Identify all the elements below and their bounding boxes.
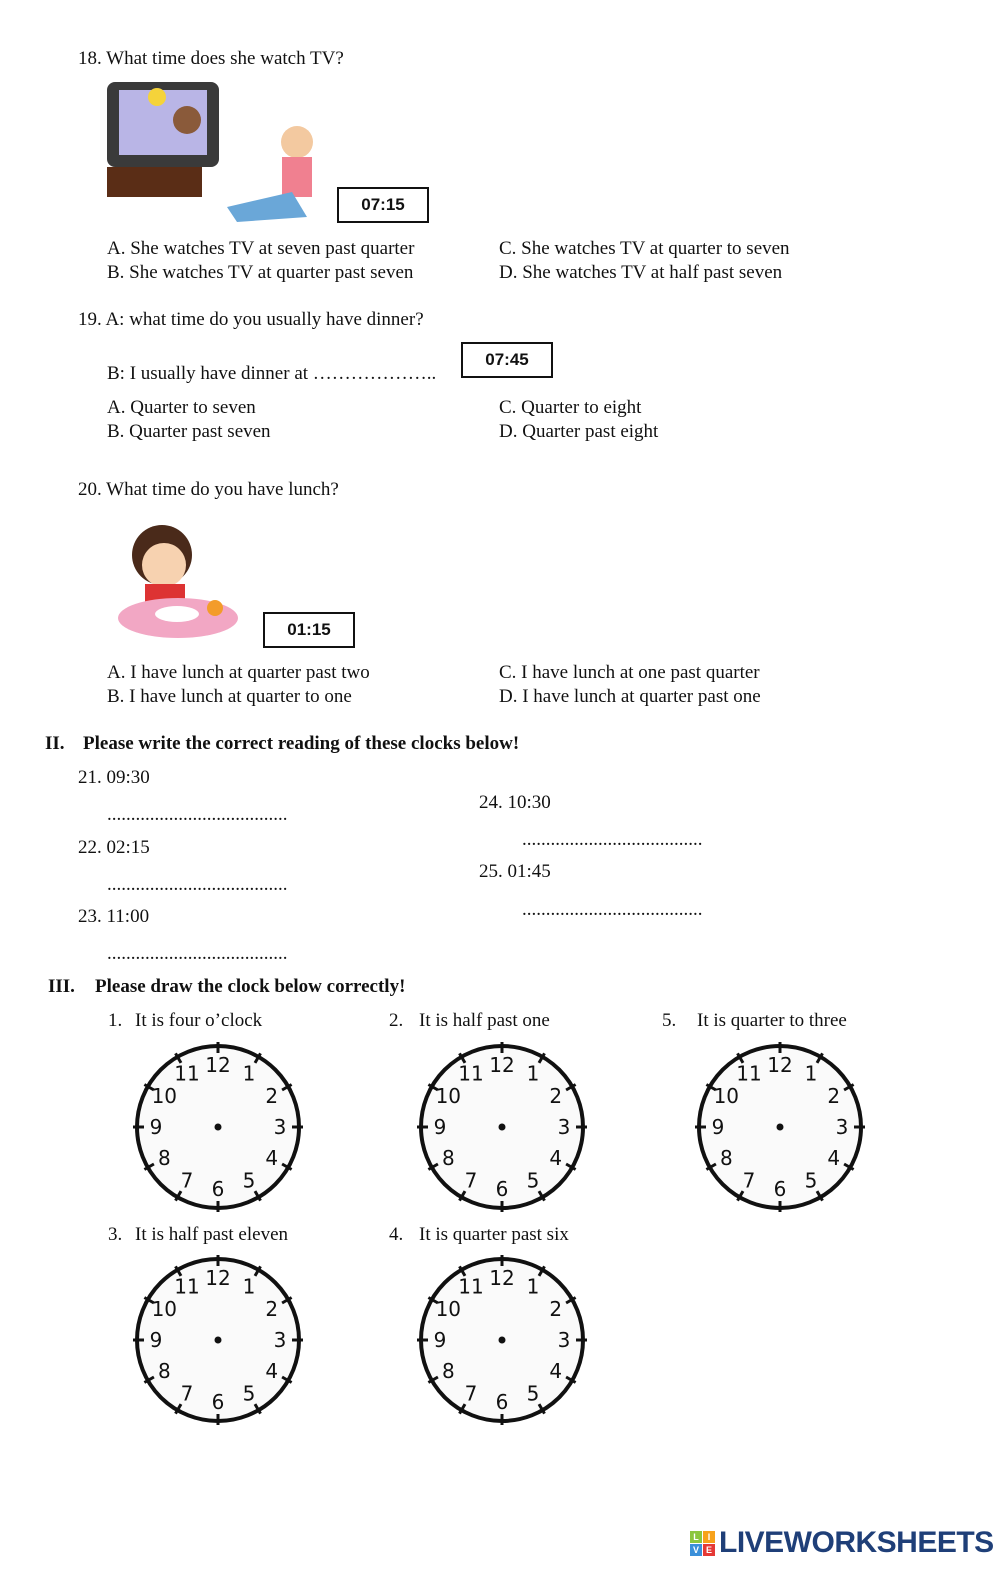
clock-number: 11 — [174, 1274, 200, 1299]
q20-option-c[interactable]: C. I have lunch at one past quarter — [499, 662, 760, 683]
clock-center-dot — [499, 1337, 506, 1344]
clock-number: 1 — [242, 1274, 256, 1299]
clock-3-number: 3. — [108, 1224, 123, 1245]
clock-number: 11 — [736, 1061, 762, 1086]
clock-number: 10 — [435, 1084, 462, 1108]
clock-number: 6 — [495, 1177, 509, 1201]
clock-number: 5 — [242, 1168, 256, 1193]
clock-number: 8 — [441, 1146, 455, 1170]
answer-21-field[interactable]: ...................................... — [107, 804, 288, 825]
clock-number: 12 — [205, 1053, 231, 1077]
clock-center-dot — [777, 1124, 784, 1131]
clock-face-2[interactable] — [417, 1042, 587, 1212]
clock-number: 8 — [157, 1146, 171, 1170]
clock-number: 2 — [827, 1084, 841, 1108]
clock-number: 10 — [151, 1084, 178, 1108]
section2-number: II. — [45, 733, 65, 754]
clock-number: 3 — [273, 1115, 287, 1139]
clock-number: 5 — [804, 1168, 818, 1193]
clock-face-4[interactable] — [417, 1255, 587, 1425]
clock-number: 10 — [151, 1297, 178, 1321]
q20-option-a[interactable]: A. I have lunch at quarter past two — [107, 662, 370, 683]
logo-tile: V — [690, 1544, 702, 1556]
clock-number: 9 — [433, 1328, 447, 1352]
q18-option-a[interactable]: A. She watches TV at seven past quarter — [107, 238, 415, 259]
section3-title: Please draw the clock below correctly! — [95, 976, 406, 997]
clock-number: 4 — [827, 1146, 841, 1170]
section2-title: Please write the correct reading of these clocks below! — [83, 733, 520, 754]
clock-number: 4 — [265, 1359, 279, 1383]
clock-number: 11 — [174, 1061, 200, 1086]
q18-option-d[interactable]: D. She watches TV at half past seven — [499, 262, 783, 283]
clock-number: 6 — [211, 1177, 225, 1201]
clock-center-dot — [215, 1337, 222, 1344]
clock-number: 12 — [489, 1266, 515, 1290]
clock-face-1[interactable] — [133, 1042, 303, 1212]
logo-tile: I — [703, 1531, 715, 1543]
clock-number: 5 — [526, 1168, 540, 1193]
clock-2-number: 2. — [389, 1010, 404, 1031]
answer-22-field[interactable]: ...................................... — [107, 874, 288, 895]
clock-number: 10 — [435, 1297, 462, 1321]
logo-tiles-icon — [690, 1531, 715, 1556]
clock-5-number: 5. — [662, 1010, 677, 1031]
clock-center-dot — [499, 1124, 506, 1131]
q19-option-c[interactable]: C. Quarter to eight — [499, 397, 642, 418]
clock-number: 4 — [549, 1146, 563, 1170]
logo-tile: L — [690, 1531, 702, 1543]
q20-option-d[interactable]: D. I have lunch at quarter past one — [499, 686, 761, 707]
clock-5-label: It is quarter to three — [697, 1010, 847, 1031]
section3-number: III. — [48, 976, 75, 997]
logo-tile: E — [703, 1544, 715, 1556]
q20-option-b[interactable]: B. I have lunch at quarter to one — [107, 686, 352, 707]
clock-1-number: 1. — [108, 1010, 123, 1031]
q18-option-c[interactable]: C. She watches TV at quarter to seven — [499, 238, 790, 259]
item-25: 25. 01:45 — [479, 861, 551, 882]
item-21: 21. 09:30 — [78, 767, 150, 788]
clock-number: 12 — [767, 1053, 793, 1077]
clock-number: 1 — [804, 1061, 818, 1086]
clock-number: 8 — [157, 1359, 171, 1383]
clock-number: 7 — [180, 1168, 194, 1193]
clock-number: 1 — [526, 1274, 540, 1299]
clock-number: 5 — [526, 1381, 540, 1406]
clock-number: 1 — [526, 1061, 540, 1086]
clock-number: 12 — [205, 1266, 231, 1290]
q19-option-a[interactable]: A. Quarter to seven — [107, 397, 256, 418]
clock-number: 2 — [265, 1084, 279, 1108]
clock-number: 9 — [149, 1328, 163, 1352]
clock-face-5[interactable] — [695, 1042, 865, 1212]
clock-number: 3 — [557, 1328, 571, 1352]
q20-time-box: 01:15 — [263, 612, 355, 648]
girl-lunch-illustration — [117, 520, 239, 642]
clock-number: 4 — [265, 1146, 279, 1170]
q19-option-b[interactable]: B. Quarter past seven — [107, 421, 271, 442]
item-24: 24. 10:30 — [479, 792, 551, 813]
clock-3-label: It is half past eleven — [135, 1224, 289, 1245]
liveworksheets-logo — [690, 1526, 994, 1560]
clock-number: 3 — [273, 1328, 287, 1352]
clock-number: 7 — [464, 1381, 478, 1406]
clock-2-label: It is half past one — [419, 1010, 550, 1031]
clock-center-dot — [215, 1124, 222, 1131]
clock-1-label: It is four o’clock — [135, 1010, 263, 1031]
clock-number: 6 — [211, 1390, 225, 1414]
clock-number: 7 — [742, 1168, 756, 1193]
clock-number: 11 — [458, 1061, 484, 1086]
q19-option-d[interactable]: D. Quarter past eight — [499, 421, 659, 442]
clock-number: 9 — [433, 1115, 447, 1139]
clock-face-3[interactable] — [133, 1255, 303, 1425]
clock-number: 9 — [711, 1115, 725, 1139]
clock-number: 2 — [549, 1297, 563, 1321]
clock-number: 9 — [149, 1115, 163, 1139]
q19-question: 19. A: what time do you usually have dinner? — [78, 309, 424, 330]
q18-option-b[interactable]: B. She watches TV at quarter past seven — [107, 262, 414, 283]
clock-number: 5 — [242, 1381, 256, 1406]
clock-number: 7 — [464, 1168, 478, 1193]
clock-4-label: It is quarter past six — [419, 1224, 569, 1245]
q18-time-box: 07:15 — [337, 187, 429, 223]
answer-24-field[interactable]: ...................................... — [522, 829, 703, 850]
item-23: 23. 11:00 — [78, 906, 150, 927]
q19-answer-line: B: I usually have dinner at ……………….. — [107, 363, 437, 384]
answer-23-field[interactable]: ...................................... — [107, 943, 288, 964]
clock-number: 3 — [557, 1115, 571, 1139]
clock-number: 11 — [458, 1274, 484, 1299]
clock-number: 2 — [549, 1084, 563, 1108]
clock-number: 1 — [242, 1061, 256, 1086]
q19-time-box: 07:45 — [461, 342, 553, 378]
clock-number: 3 — [835, 1115, 849, 1139]
clock-number: 4 — [549, 1359, 563, 1383]
clock-number: 8 — [719, 1146, 733, 1170]
logo-text: LIVEWORKSHEETS — [719, 1526, 994, 1559]
clock-number: 7 — [180, 1381, 194, 1406]
clock-number: 2 — [265, 1297, 279, 1321]
tv-girl-illustration — [107, 82, 323, 226]
clock-number: 12 — [489, 1053, 515, 1077]
clock-number: 6 — [495, 1390, 509, 1414]
clock-number: 8 — [441, 1359, 455, 1383]
item-22: 22. 02:15 — [78, 837, 150, 858]
clock-4-number: 4. — [389, 1224, 404, 1245]
answer-25-field[interactable]: ...................................... — [522, 899, 703, 920]
q20-question: 20. What time do you have lunch? — [78, 479, 339, 500]
clock-number: 10 — [713, 1084, 740, 1108]
q18-question: 18. What time does she watch TV? — [78, 48, 344, 69]
clock-number: 6 — [773, 1177, 787, 1201]
